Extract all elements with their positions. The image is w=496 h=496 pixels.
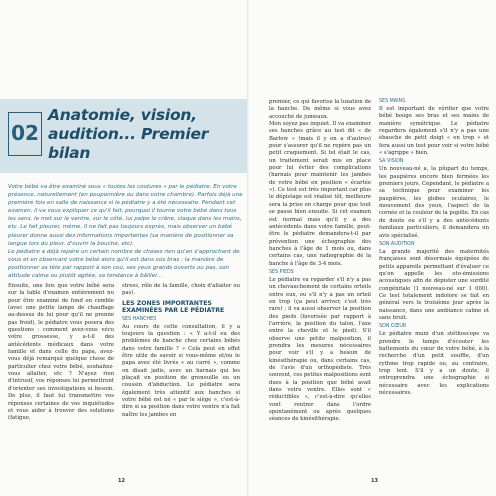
chapter-intro (8, 183, 244, 280)
right-column-1 (269, 99, 371, 424)
chapter-number: 02 (8, 112, 42, 156)
body-paragraph: Ensuite, une fois que votre bébé sera sur la table d'examen entièrement nu pour être examiné de fond en comble (avec une petite lampe de chauffage au-dessus de lui pour qu'il ne prenne pas froid), le pédiatre vous posera des questions : comment avez-vous vécu votre grossesse, y a-t-il des antécédents médicaux dans votre famille et dans celle du papa, avez-vous déjà remarqué quelque chose de particulier chez votre bébé, souhaitez-vous allaiter, etc ? N'ayez rien d'intrusif, vos réponses lui permettront d'orienter ses investigations si besoin. De plus, il faut lui transmettre vos réponses certaines de vos inquiétudes et vous aider à trouver des solutions (fatigue, (8, 283, 114, 422)
sub-heading-heart: SON CŒUR (379, 324, 407, 330)
left-column-2 (122, 283, 240, 419)
body-paragraph: Le pédiatre muni d'un stéthoscope va prendre le temps d'écouter les battements du cœur de votre bébé, à la recherche d'un petit souffle, d'un rythme trop rapide ou, au contraire, trop lent. S'il y a un doute, il entreprendra une échographie si nécessaire avec les explications nécessaires. (379, 331, 489, 397)
intro-paragraph-1: Votre bébé va être examiné sous « toutes les coutures » par le pédiatre. En votre présence, naturellement (en pouponnière ou dans votre chambre). Parfois déjà une première fois en salle de naissance si le pédiatre y a été nécessaire. Pendant cet examen, il va vous expliquer ce qu'il fait, pourquoi il tourne votre bébé dans tous les sens, le met sur le ventre, sur le côté, lui palpe le crâne, claque dans les mains, etc. Le fait pleurer, même. Il ne fait pas toujours exprès, mais observer un bébé pleurer donne aussi des informations importantes (sa manière de positionner sa langue lors du pleur, d'ouvrir la bouche, etc). (8, 184, 243, 247)
body-paragraph: premier, ce qui favorise la luxation de la hanche. De même si vous avez accouché de jumeaux. Mon soyez pas inquiet. Il va examiner ses hanches grâce au test dit « de Barlow » (mais il y en a d'autres) pour s'assurer qu'il ne repère pas un petit craquement. Si tel était le cas, un traitement serait mis en place pour lui éviter des complications (harnais pour maintenir les jambes de votre bébé en position « écartée »). Ce test est très important car plus le dépistage est réalisé tôt, meilleure sera la prise en charge pour que tout se passe bien ensuite. Si cet examen est normal mais qu'il y a des antécédents dans votre famille, peut-être le pédiatre demandera-t-il par prévention une échographie des hanches à l'âge de 1 mois ou, dans certains cas, une radiographie de la hanche à l'âge de 3-4 mois. (269, 99, 371, 267)
body-paragraph: La grande majorité des maternités françaises sont désormais équipées de petits appareils permettant d'évaluer ce qu'on appelle les oto-émissions acoustiques afin de dépister une surdité congénitale (1 nouveau-né sur 1 000). Ce test totalement indolore se fait en général vers le troisième jour après la naissance, dans une ambiance calme et sans bruit. (379, 248, 489, 321)
page-number: 13 (371, 478, 378, 484)
sub-heading-hearing: SON AUDITION (379, 241, 415, 247)
body-paragraph: Un nouveau-né a, la plupart du temps, les paupières encore bien fermées les premiers jours. Cependant, le pédiatre a sa technique pour examiner les paupières, les globes oculaires, le mouvement des yeux, l'aspect de la cornée et la couleur de la pupille. En cas de doute ou s'il y a des antécédents familiaux particuliers, il demandera un avis spécialisé. (379, 166, 489, 239)
right-page (249, 0, 496, 496)
right-column-2 (379, 99, 489, 397)
sub-heading-hands: SES MAINS (379, 99, 406, 104)
body-paragraph: Il est important de vérifier que votre bébé bouge ses bras et ses mains de manière symétrique. Le pédiatre regardera également s'il n'y a pas une ébauche de petit doigt « en trop » et fera aussi un test pour voir si votre bébé « s'agrippe » bien. (379, 106, 489, 157)
sub-heading-feet: SES PIEDS (269, 269, 294, 275)
section-heading: LES ZONES IMPORTANTES EXAMINÉES PAR LE PÉDIATRE (122, 299, 225, 315)
body-paragraph: Au cours de cette consultation, il y a toujours la question : « Y a-t-il eu des problèmes de hanche chez certains bébés dans votre famille ? » Cela peut en effet être utile de savoir si vous-même et/ou le papa avez été livrés « au carré », comme on disait jadis, avec un harnais qui les plaçait en position de grenouille ou un coussin d'abduction. Le pédiatre sera également très attentif aux hanches si votre bébé est né « par le siège », c'est-à-dire si sa position dans votre ventre n'a fait naître les jambes en (122, 323, 240, 418)
left-column-1 (8, 283, 114, 423)
chapter-title: Anatomie, vision, audition... Premier bilan (48, 106, 209, 162)
page-number: 12 (118, 478, 125, 484)
body-paragraph: Le pédiatre va regarder s'il n'y a pas un chevauchement de certains orteils entre eux, ou s'il n'y a pas un orteil en trop (ça peut arriver, c'est très rare) ; il va aussi observer la position des pieds (favorisée par rapport à l'arrière, la position du talon, l'axe entre la cheville et le pied). S'il observe une petite malposition, il prendra les mesures nécessaires pour voir s'il y a besoin de kinésithérapie ou, dans certains cas, de l'avis d'un orthopédiste. Très souvent, ces petites malpositions sont dues à la position que bébé avait dans votre ventre. Elles sont « réductibles », c'est-à-dire qu'elles vont rentrer dans l'ordre spontanément ou après quelques séances de kinésithérapie. (269, 276, 372, 423)
left-page (0, 0, 247, 496)
intro-paragraph-2: Le pédiatre a déjà repéré un certain nombre de choses rien qu'en s'approchant de vous et en observant votre bébé alors qu'il est dans vos bras : la manière de positionner sa tête par rapport à son cou, ses yeux grands ouverts ou pas, son attitude calme ou plutôt agitée, sa tendance à bâiller... (8, 248, 240, 280)
body-paragraph: stress, rôle de la famille, choix d'allaiter ou pas). (122, 283, 240, 297)
sub-heading-vision: SA VISION (379, 159, 404, 165)
sub-heading-hips: SES HANCHES (122, 316, 157, 322)
